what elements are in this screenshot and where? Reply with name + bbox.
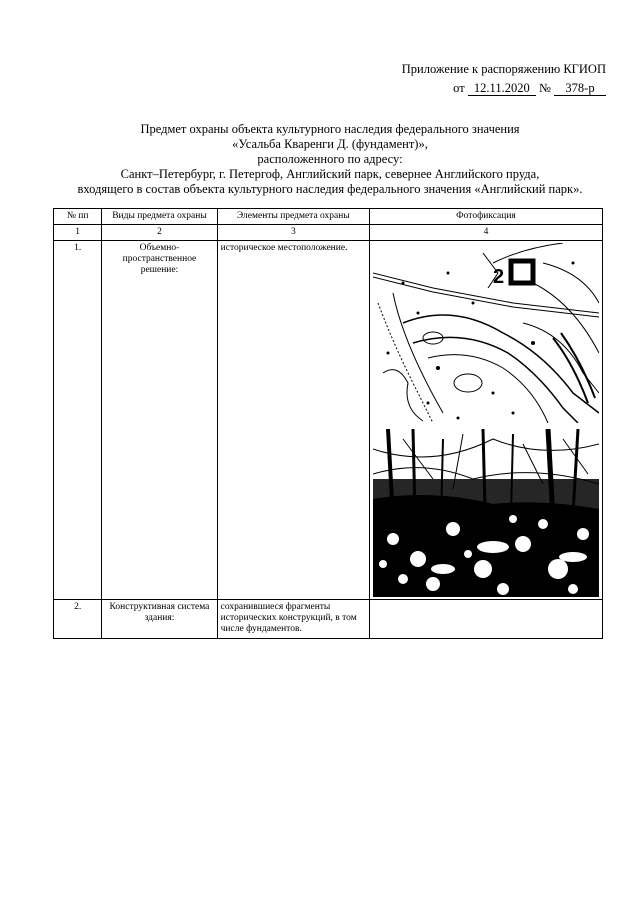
appendix-line: Приложение к распоряжению КГИОП	[401, 62, 606, 76]
photo-cell-empty	[369, 600, 602, 639]
title-line-2: «Усальба Кваренги Д. (фундамент)»,	[232, 137, 428, 151]
header-num: № пп	[54, 209, 102, 225]
row-element: историческое местоположение.	[217, 241, 369, 600]
number-label: №	[538, 81, 551, 95]
row-number: 1.	[54, 241, 102, 600]
row-element: сохранившиеся фрагменты исторических конструкций, в том числе фундаментов.	[217, 600, 369, 639]
index-cell: 1	[54, 225, 102, 241]
row-type: Объемно-пространственное решение:	[102, 241, 217, 600]
title-line-1: Предмет охраны объекта культурного наследия федерального значения	[140, 122, 520, 136]
index-cell: 4	[369, 225, 602, 241]
row-number: 2.	[54, 600, 102, 639]
title-line-3: расположенного по адресу:	[257, 152, 403, 166]
site-photo-image	[373, 429, 599, 597]
appendix-date-line	[326, 79, 606, 98]
index-cell: 3	[217, 225, 369, 241]
title-line-5: входящего в состав объекта культурного наследия федерального значения «Английский парк».	[77, 182, 583, 196]
index-row	[54, 225, 603, 241]
protection-table	[53, 208, 603, 639]
order-number: 378-р	[554, 82, 606, 96]
appendix-header	[326, 60, 606, 98]
order-date: 12.11.2020	[468, 82, 536, 96]
from-label: от	[453, 81, 465, 95]
table-header-row	[54, 209, 603, 225]
document-title	[40, 122, 620, 197]
header-photo: Фотофиксация	[369, 209, 602, 225]
map-label: 2	[492, 266, 505, 288]
header-elements: Элементы предмета охраны	[217, 209, 369, 225]
table-row	[54, 600, 603, 639]
title-line-4: Санкт–Петербург, г. Петергоф, Английский парк, севернее Английского пруда,	[120, 167, 540, 181]
photo-cell	[369, 241, 602, 600]
index-cell: 2	[102, 225, 217, 241]
header-type: Виды предмета охраны	[102, 209, 217, 225]
row-type: Конструктивная система здания:	[102, 600, 217, 639]
table-row	[54, 241, 603, 600]
site-map-image	[373, 243, 599, 423]
